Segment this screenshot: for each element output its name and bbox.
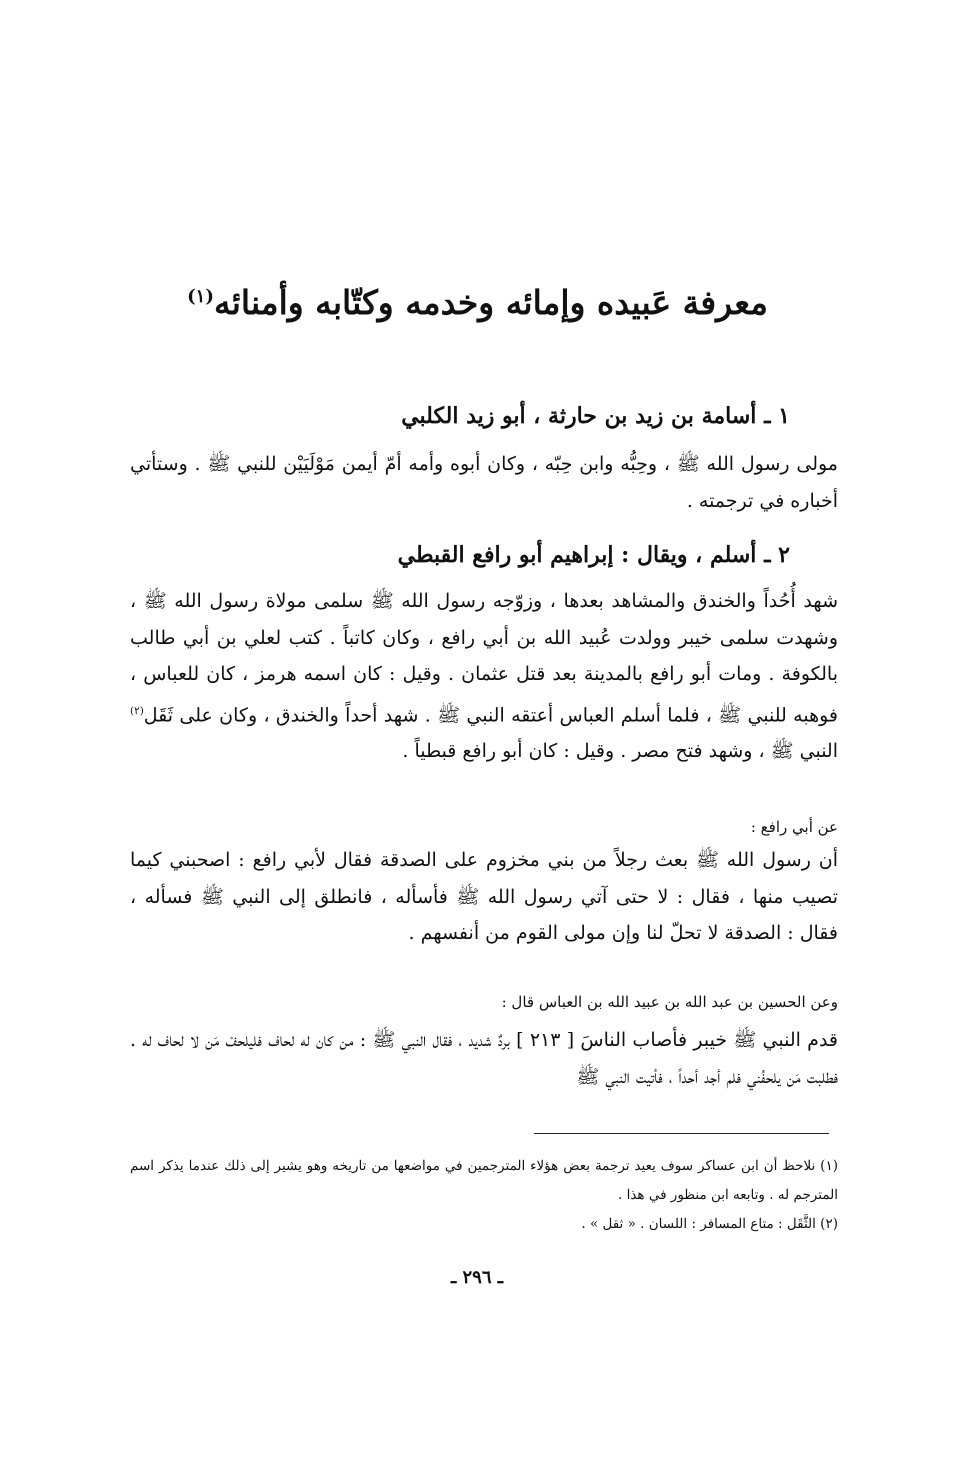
- entry-2-text: [130, 583, 838, 770]
- hadith-2-narrator: وعن الحسين بن عبد الله بن عبيد الله بن العباس قال :: [501, 993, 838, 1011]
- hadith-1-narrator: عن أبي رافع :: [750, 818, 838, 836]
- chapter-title-text: معرفة عَبيده وإمائه وخدمه وكتّابه وأمنائه: [214, 283, 768, 322]
- entry-2-text-main: شهد أُحُداً والخندق والمشاهد بعدها ، وزوّجه رسول الله ﷺ سلمى مولاة رسول الله ﷺ ، وشهدت سلمى خيبر وولدت عُبيد الله بن أبي رافع ، وكان كاتباً . كتب لعلي بن أبي طالب بالكوفة . ومات أبو رافع بالمدينة بعد قتل عثمان . وقيل : كان اسمه هرمز ، كان للعباس ، فوهبه للنبي ﷺ ، فلما أسلم العباس أعتقه النبي ﷺ . شهد أحداً والخندق ، وكان على ثَقَل: [130, 590, 838, 726]
- footnote-separator: [534, 1133, 829, 1134]
- chapter-footnote-ref: (١): [187, 286, 215, 307]
- entry-2-heading: ٢ ـ أسلم ، ويقال : إبراهيم أبو رافع القبطي: [397, 542, 790, 568]
- entry-1-text: مولى رسول الله ﷺ ، وحِبُّه وابن حِبّه ، وكان أبوه وأمه أمّ أيمن مَوْلَيَيْن للنبي ﷺ . وستأتي أخباره في ترجمته .: [130, 453, 838, 512]
- hadith-2-text: قدم النبي ﷺ خيبر فأصاب الناسَ [ ٢١٣ ] بردٌ شديد ، فقال النبي ﷺ : من كان له لحاف فليلحفْ مَن لا لحاف له . فطلبت مَن يلحفُني فلم أجد أحداً ، فأتيت النبي ﷺ: [130, 1029, 839, 1088]
- entry-2-footnote-ref: (٢): [130, 704, 144, 717]
- page-number: ـ ٢٩٦ ـ: [450, 1267, 504, 1288]
- entry-2-text-end: النبي ﷺ ، وشهد فتح مصر . وقيل : كان أبو رافع قبطياً .: [402, 740, 838, 763]
- footnote-1: (١) نلاحظ أن ابن عساكر سوف يعيد ترجمة بعض هؤلاء المترجمين في مواضعها من تاريخه وهو يشير إلى ذلك عندما يذكر اسم المترجم له . وتابعه ابن منظور في هذا .: [130, 1158, 838, 1203]
- entry-1-heading: ١ ـ أسامة بن زيد بن حارثة ، أبو زيد الكلبي: [401, 403, 790, 429]
- chapter-title: [150, 272, 805, 328]
- footnotes: [130, 1152, 838, 1239]
- footnote-2: (٢) الثَّقَل : متاع المسافر : اللسان . « ثقل » .: [581, 1216, 838, 1232]
- hadith-1-text: أن رسول الله ﷺ بعث رجلاً من بني مخزوم على الصدقة فقال لأبي رافع : اصحبني كيما تصيب منها ، فقال : لا حتى آتي رسول الله ﷺ فأسأله ، فانطلق إلى النبي ﷺ فسأله ، فقال : الصدقة لا تحلّ لنا وإن مولى القوم من أنفسهم .: [130, 849, 838, 944]
